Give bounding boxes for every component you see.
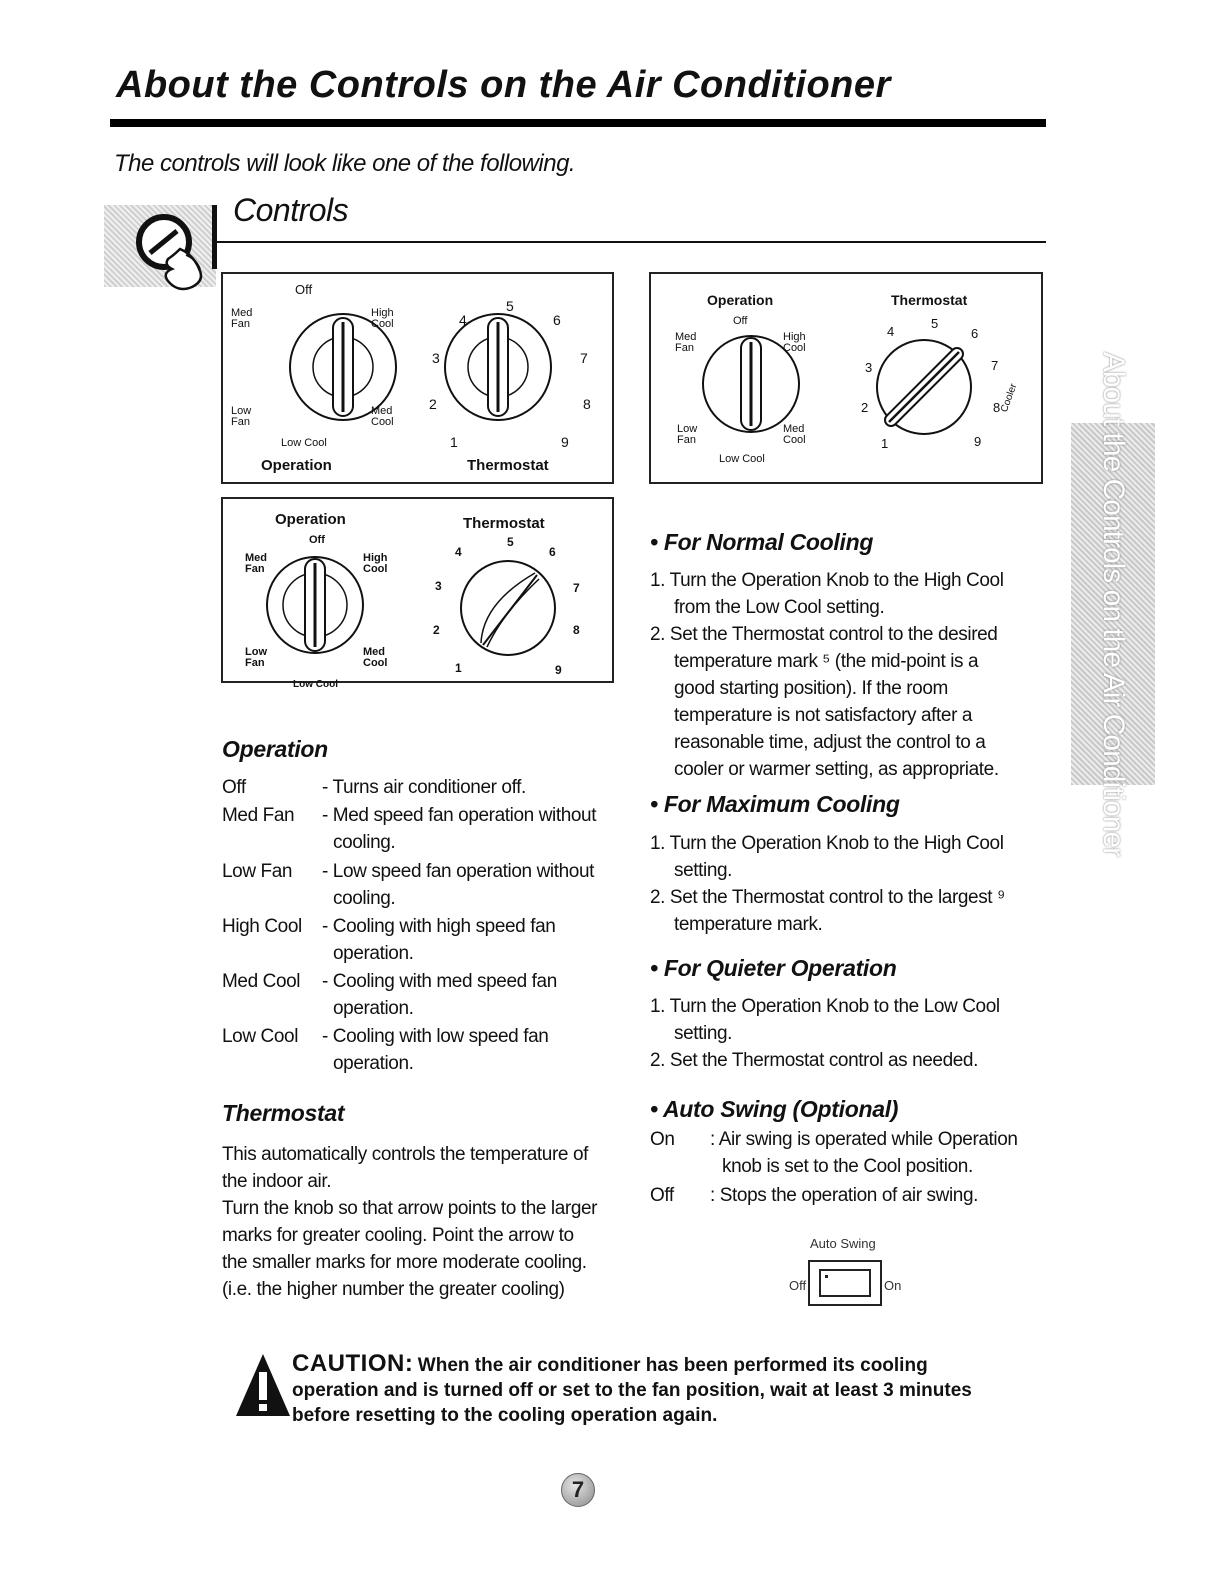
dial-box-c xyxy=(221,497,614,690)
operation-heading: Operation xyxy=(222,736,328,762)
operation-label: Operation xyxy=(275,511,346,528)
thermostat-text: This automatically controls the temperature of the indoor air. Turn the knob so that arrow points to the larger marks for greater cooling. Point the arrow to the smaller marks for more moderate cooling. (i.e. the higher number the greater cooling) xyxy=(222,1144,598,1300)
caution-line-3: before resetting to the cooling operation again. xyxy=(292,1405,718,1426)
thermostat-label: Thermostat xyxy=(463,515,545,532)
therm-num-6: 6 xyxy=(553,312,561,328)
therm-num-8: 8 xyxy=(573,623,580,637)
therm-num-3: 3 xyxy=(435,579,442,593)
caution-line-2: operation and is turned off or set to the fan position, wait at least 3 minutes xyxy=(292,1380,972,1401)
title-rule xyxy=(110,119,1046,127)
thermostat-label: Thermostat xyxy=(467,457,549,474)
low-fan-label: Low Fan xyxy=(245,646,267,669)
therm-num-3: 3 xyxy=(865,360,873,375)
off-label: Off xyxy=(309,534,325,546)
auto-swing-off-label: Off xyxy=(789,1278,807,1293)
high-cool-label: High Cool xyxy=(363,552,388,575)
therm-num-7: 7 xyxy=(573,581,580,595)
operation-knob xyxy=(268,292,418,442)
operation-label: Operation xyxy=(707,292,774,308)
therm-num-6: 6 xyxy=(549,545,556,559)
therm-num-8: 8 xyxy=(993,400,1001,415)
therm-num-2: 2 xyxy=(861,400,869,415)
dial-box-b xyxy=(649,272,1043,484)
auto-swing-heading: • Auto Swing (Optional) xyxy=(650,1096,899,1122)
caution-line-1: When the air conditioner has been performed its cooling xyxy=(417,1355,928,1376)
low-fan-label: Low Fan xyxy=(677,423,698,446)
therm-num-5: 5 xyxy=(507,535,514,549)
low-cool-label: Low Cool xyxy=(293,679,338,690)
therm-num-1: 1 xyxy=(881,436,889,451)
controls-rule xyxy=(214,241,1046,243)
controls-bar xyxy=(212,205,217,269)
dial-box-a xyxy=(221,272,614,484)
therm-num-9: 9 xyxy=(555,663,562,677)
med-cool-label: Med Cool xyxy=(363,646,388,669)
low-fan-label: Low Fan xyxy=(231,405,252,428)
side-tab-label: About the Controls on the Air Conditioner xyxy=(1097,351,1130,857)
auto-swing-text: On : Air swing is operated while Operation knob is set to the Cool position. Off : Stops the operation of air swing. xyxy=(650,1129,1018,1206)
auto-swing-rocker[interactable] xyxy=(819,1269,871,1297)
off-label: Off xyxy=(733,315,748,327)
thermostat-label: Thermostat xyxy=(891,292,968,308)
therm-num-3: 3 xyxy=(432,350,440,366)
med-fan-label: Med Fan xyxy=(231,307,253,330)
therm-num-1: 1 xyxy=(455,661,462,675)
off-label: Off xyxy=(295,282,313,297)
page-title: About the Controls on the Air Conditioner xyxy=(116,64,891,106)
med-cool-label: Med Cool xyxy=(783,423,806,446)
cooler-label: Cooler xyxy=(999,382,1020,414)
therm-num-6: 6 xyxy=(971,326,979,341)
med-cool-label: Med Cool xyxy=(371,405,394,428)
normal-cooling-text: 1. Turn the Operation Knob to the High Cool from the Low Cool setting. 2. Set the Thermostat control to the desired temperature mark ⁵ (the mid-point is a good starting position). If the room temperature is not satisfactory after a reasonable time, adjust the control to a cooler or warmer setting, as appropriate. xyxy=(650,570,1004,780)
therm-num-8: 8 xyxy=(583,396,591,412)
normal-cooling-heading: • For Normal Cooling xyxy=(650,529,874,555)
auto-swing-switch[interactable] xyxy=(808,1260,882,1306)
high-cool-label: High Cool xyxy=(371,307,394,330)
therm-num-1: 1 xyxy=(450,434,458,450)
thermostat-knob xyxy=(443,543,573,673)
high-cool-label: High Cool xyxy=(783,331,806,354)
therm-num-2: 2 xyxy=(433,623,440,637)
maximum-cooling-text: 1. Turn the Operation Knob to the High Cool setting. 2. Set the Thermostat control to the largest ⁹ temperature mark. xyxy=(650,833,1005,935)
med-fan-label: Med Fan xyxy=(675,331,697,354)
therm-num-4: 4 xyxy=(459,312,467,328)
page-number: 7 xyxy=(561,1473,595,1507)
therm-num-5: 5 xyxy=(506,298,514,314)
therm-num-4: 4 xyxy=(887,324,895,339)
therm-num-4: 4 xyxy=(455,545,462,559)
warning-icon xyxy=(234,1352,292,1420)
low-cool-label: Low Cool xyxy=(719,453,765,465)
switch-dot xyxy=(825,1275,828,1278)
operation-label: Operation xyxy=(261,457,332,474)
controls-heading: Controls xyxy=(233,192,349,228)
maximum-cooling-heading: • For Maximum Cooling xyxy=(650,791,900,817)
therm-num-7: 7 xyxy=(991,358,999,373)
caution-block xyxy=(292,1350,1052,1428)
therm-num-9: 9 xyxy=(561,434,569,450)
thermostat-knob xyxy=(859,322,989,452)
therm-num-2: 2 xyxy=(429,396,437,412)
therm-num-5: 5 xyxy=(931,316,939,331)
quieter-operation-text: 1. Turn the Operation Knob to the Low Cool setting. 2. Set the Thermostat control as needed. xyxy=(650,996,1000,1071)
therm-num-9: 9 xyxy=(974,434,982,449)
thermostat-heading: Thermostat xyxy=(222,1100,345,1126)
thermostat-knob xyxy=(423,292,573,442)
therm-num-7: 7 xyxy=(580,350,588,366)
med-fan-label: Med Fan xyxy=(245,552,267,575)
quieter-operation-heading: • For Quieter Operation xyxy=(650,955,897,981)
low-cool-label: Low Cool xyxy=(281,437,327,449)
auto-swing-on-label: On xyxy=(884,1278,902,1293)
page-subtitle: The controls will look like one of the following. xyxy=(114,150,576,177)
caution-label: CAUTION: xyxy=(292,1350,414,1377)
auto-swing-switch-label: Auto Swing xyxy=(810,1236,876,1251)
